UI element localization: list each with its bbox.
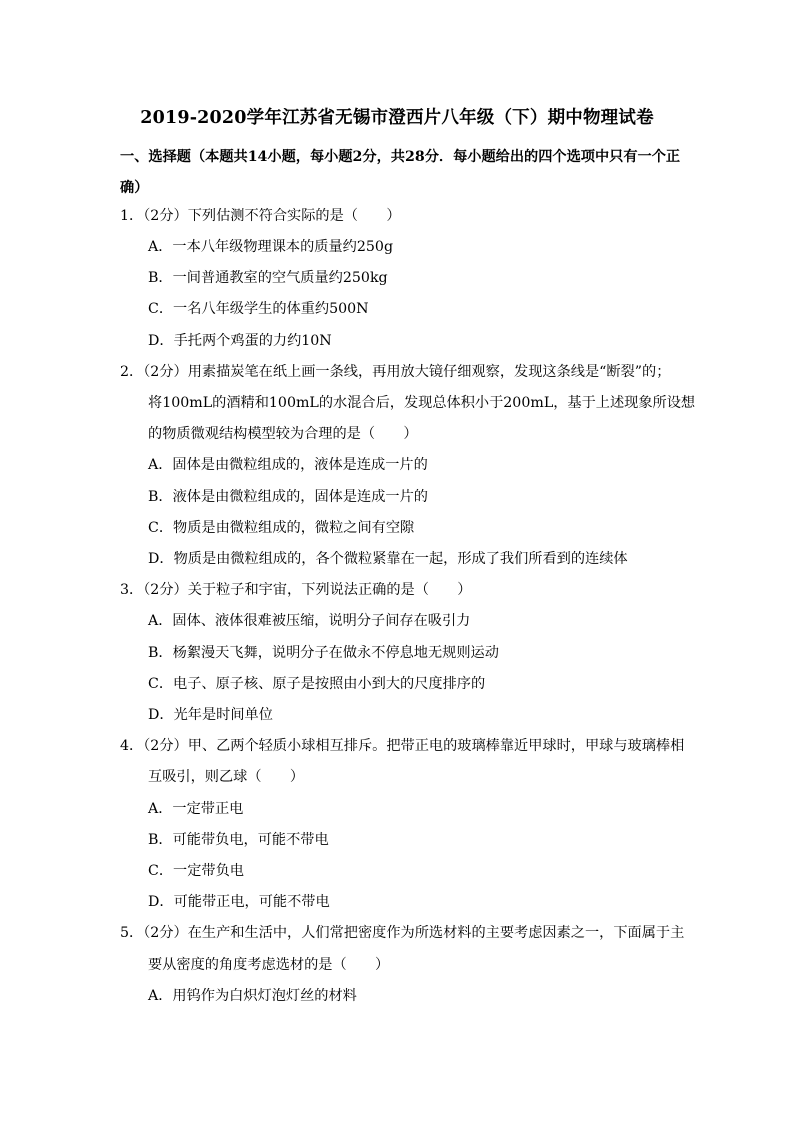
question-1-option-c: C．一名八年级学生的体重约500N [148,301,369,317]
question-4-stem: 4．（2分）甲、乙两个轻质小球相互排斥。把带正电的玻璃棒靠近甲球时，甲球与玻璃棒相 [120,738,685,754]
section-heading: 一、选择题（本题共14小题，每小题2分，共28分．每小题给出的四个选项中只有一个正确） [120,149,681,196]
question-2-option-d: D．物质是由微粒组成的，各个微粒紧靠在一起，形成了我们所看到的连续体 [148,551,628,567]
question-2-stem-cont: 的物质微观结构模型较为合理的是（ ） [148,426,418,442]
question-3-option-c: C．电子、原子核、原子是按照由小到大的尺度排序的 [148,676,486,692]
page-title: 2019-2020学年江苏省无锡市澄西片八年级（下）期中物理试卷 [140,108,654,128]
question-2-option-a: A．固体是由微粒组成的，液体是连成一片的 [148,457,428,473]
question-3-option-a: A．固体、液体很难被压缩，说明分子间存在吸引力 [148,613,471,629]
question-2-stem-cont: 将100mL的酒精和100mL的水混合后，发现总体积小于200mL，基于上述现象所设想 [148,395,696,411]
question-5-stem-cont: 要从密度的角度考虑选材的是（ ） [148,957,390,973]
question-1-option-d: D．手托两个鸡蛋的力约10N [148,333,332,349]
question-4-stem-cont: 互吸引，则乙球（ ） [148,769,305,785]
question-1-option-a: A．一本八年级物理课本的质量约250g [148,239,394,255]
question-3-option-d: D．光年是时间单位 [148,707,273,723]
question-4-option-d: D．可能带正电，可能不带电 [148,894,330,910]
question-1-stem: 1．（2分）下列估测不符合实际的是（ ） [120,208,401,224]
question-5-option-a: A．用钨作为白炽灯泡灯丝的材料 [148,988,357,1004]
question-4-option-b: B．可能带负电，可能不带电 [148,832,329,848]
question-2-stem: 2．（2分）用素描炭笔在纸上画一条线，再用放大镜仔细观察，发现这条线是“断裂”的； [120,364,671,380]
question-4-option-c: C．一定带负电 [148,863,244,879]
question-5-stem: 5．（2分）在生产和生活中，人们常把密度作为所选材料的主要考虑因素之一，下面属于主 [120,925,685,941]
question-3-stem: 3．（2分）关于粒子和宇宙，下列说法正确的是（ ） [120,582,472,598]
question-1-option-b: B．一间普通教室的空气质量约250kg [148,270,388,286]
question-3-option-b: B．杨絮漫天飞舞，说明分子在做永不停息地无规则运动 [148,645,499,661]
question-2-option-c: C．物质是由微粒组成的，微粒之间有空隙 [148,520,415,536]
question-2-option-b: B．液体是由微粒组成的，固体是连成一片的 [148,489,428,505]
question-4-option-a: A．一定带正电 [148,801,244,817]
